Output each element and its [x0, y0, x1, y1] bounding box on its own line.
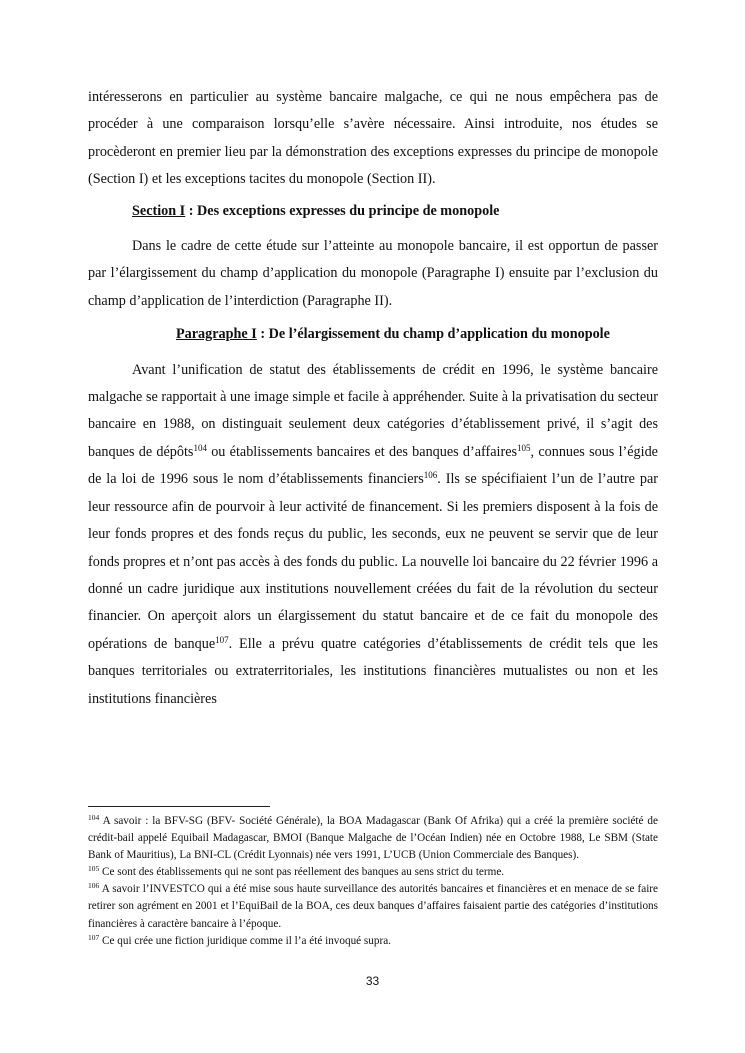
footnote [88, 881, 658, 932]
footnote-number: 104 [88, 813, 100, 822]
paragraph-heading [88, 321, 658, 348]
footnote-text: A savoir l’INVESTCO qui a été mise sous haute surveillance des autorités bancaires et financières et en menace de se faire retirer son agrément en 2001 et l’EquiBail de la BOA, ces deux banques d’affaires faisaient partie des catégories d’institutions financières à caractère bancaire à l’époque. [88, 883, 658, 930]
section-label: Section I [132, 202, 186, 219]
footnote-divider [88, 806, 270, 807]
main-text-3: , connues sous l’égide de la loi de 1996 sous le nom d’établissements financiers [88, 443, 658, 488]
footnote [88, 813, 658, 864]
main-text-1: Avant l’unification de statut des établissements de crédit en 1996, le système bancaire malgache se rapportait à une image simple et facile à appréhender. Suite à la privatisation du secteur bancaire en 1988, on distinguait seulement deux catégories d’établissement privé, il s’agit des banques de dépôts [88, 361, 658, 460]
section-title: : Des exceptions expresses du principe de monopole [185, 202, 500, 219]
main-paragraph [88, 357, 658, 713]
main-text-2: ou établissements bancaires et des banques d’affaires [206, 443, 518, 460]
footnote-ref-106[interactable]: 106 [423, 470, 438, 481]
footnote-ref-104[interactable]: 104 [193, 442, 207, 453]
footnote-number: 105 [88, 864, 100, 874]
page-number: 33 [365, 974, 380, 988]
main-text-4: . Ils se spécifiaient l’un de l’autre par leur ressource afin de pourvoir à leur activité de financement. Si les premiers disposent à la fois de leur fonds propres et des fonds reçus du public, les seconds, eux ne peuvent se servir que de leur fonds propres et n’ont pas accès à des fonds du public. La nouvelle loi bancaire du 22 février 1996 a donné un cadre juridique aux institutions nouvellement créées du fait de la révolution du secteur financier. On aperçoit alors un élargissement du statut bancaire et de ce fait du monopole des opérations de banque [88, 471, 658, 652]
footnote [88, 933, 658, 950]
footnote-text: Ce qui crée une fiction juridique comme il l’a été invoqué supra. [99, 934, 391, 947]
footnote-number: 107 [88, 932, 100, 942]
paragraph-label: Paragraphe I [176, 326, 257, 343]
paragraph-title: : De l’élargissement du champ d’application du monopole [256, 326, 610, 343]
footnote-ref-107[interactable]: 107 [215, 634, 229, 645]
footnote-ref-105[interactable]: 105 [517, 442, 531, 453]
main-text-5: . Elle a prévu quatre catégories d’établissements de crédit tels que les banques territoriales ou extraterritoriales, les institutions financières mutualistes ou non et les institutions financières [88, 635, 658, 707]
footnote-text: Ce sont des établissements qui ne sont pas réellement des banques au sens strict du terme. [99, 866, 505, 879]
intro-paragraph: intéresserons en particulier au système bancaire malgache, ce qui ne nous empêchera pas de procéder à une comparaison lorsqu’elle s’avère nécessaire. Ainsi introduite, nos études se procèderont en premier lieu par la démonstration des exceptions expresses du principe de monopole (Section I) et les exceptions tacites du monopole (Section II). [88, 89, 658, 188]
section-heading [88, 198, 658, 225]
footnote-text: A savoir : la BFV-SG (BFV- Société Générale), la BOA Madagascar (Bank Of Afrika) qui a créé la première société de crédit-bail appelé Equibail Madagascar, BMOI (Banque Malgache de l’Océan Indien) née en Octobre 1988, Le SBM (State Bank of Mauritius), La BNI-CL (Crédit Lyonnais) née vers 1991, L’UCB (Union Commerciale des Banques). [88, 815, 658, 862]
footnote-number: 106 [88, 881, 100, 891]
footnotes [88, 806, 658, 950]
footnote [88, 864, 658, 881]
section-paragraph: Dans le cadre de cette étude sur l’atteinte au monopole bancaire, il est opportun de passer par l’élargissement du champ d’application du monopole (Paragraphe I) ensuite par l’exclusion du champ d’application de l’interdiction (Paragraphe II). [88, 238, 658, 309]
page-body [88, 84, 658, 713]
